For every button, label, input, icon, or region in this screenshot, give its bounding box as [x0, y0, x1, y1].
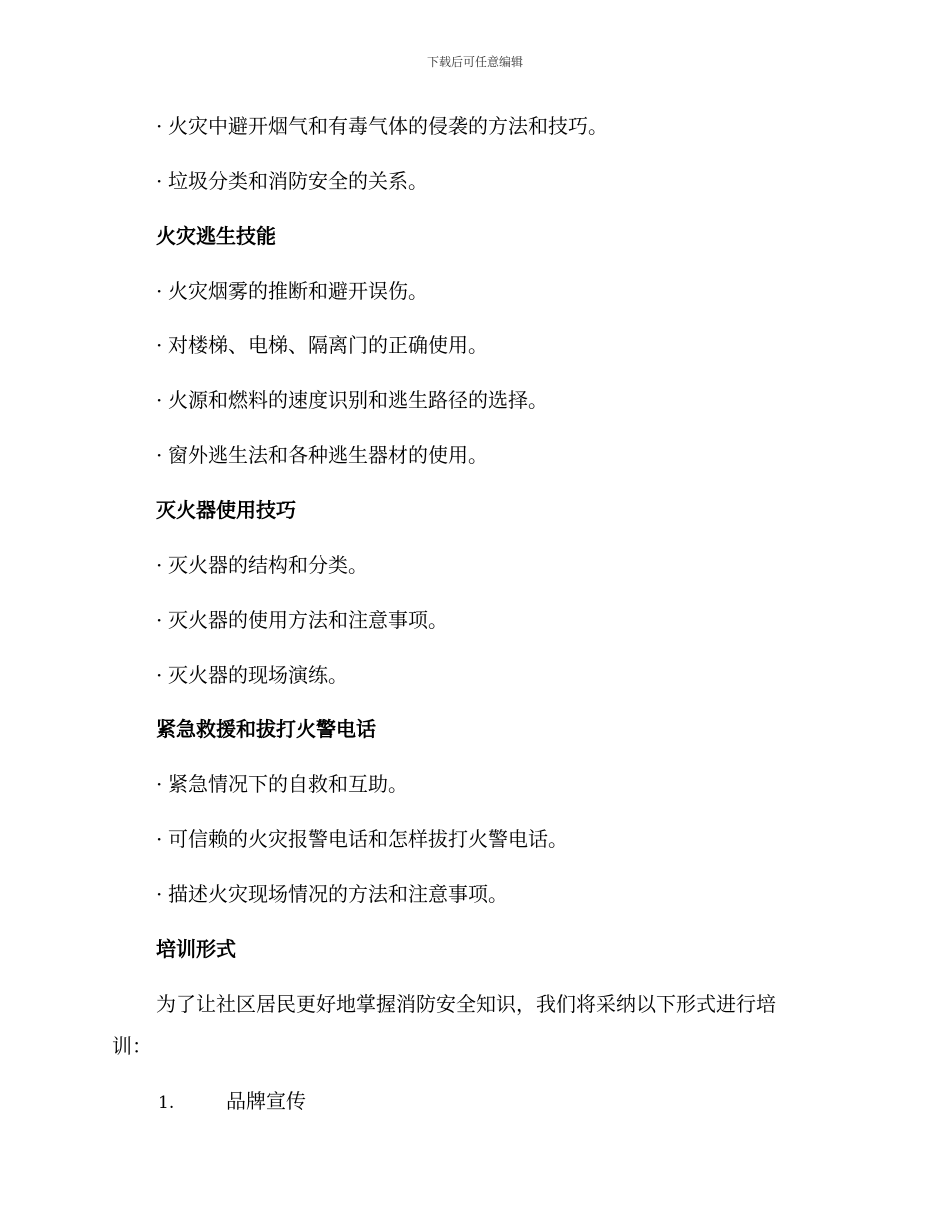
bullet-text: 窗外逃生法和各种逃生器材的使用。 [168, 443, 488, 467]
bullet-text: 火灾中避开烟气和有毒气体的侵袭的方法和技巧。 [168, 114, 608, 138]
bullet-mark: · [156, 169, 163, 193]
bullet-mark: · [156, 663, 163, 687]
list-number: 1. [158, 1093, 175, 1113]
section-heading: 灭火器使用技巧 [156, 498, 296, 522]
bullet-mark: · [156, 279, 163, 303]
bullet-mark: · [156, 114, 163, 138]
bullet-mark: · [156, 772, 163, 796]
section-heading: 培训形式 [156, 937, 236, 961]
bullet-item [156, 551, 368, 579]
bullet-mark: · [156, 443, 163, 467]
bullet-item [156, 277, 428, 305]
bullet-item [156, 167, 428, 195]
bullet-mark: · [156, 827, 163, 851]
bullet-text: 对楼梯、电梯、隔离门的正确使用。 [168, 333, 488, 357]
bullet-text: 描述火灾现场情况的方法和注意事项。 [168, 882, 508, 906]
bullet-text: 火灾烟雾的推断和避开误伤。 [168, 279, 428, 303]
bullet-mark: · [156, 388, 163, 412]
bullet-mark: · [156, 333, 163, 357]
bullet-item [156, 386, 548, 414]
bullet-item [156, 112, 608, 140]
bullet-text: 垃圾分类和消防安全的关系。 [168, 169, 428, 193]
bullet-item [156, 331, 488, 359]
bullet-mark: · [156, 608, 163, 632]
bullet-mark: · [156, 882, 163, 906]
paragraph-first-line: 为了让社区居民更好地掌握消防安全知识，我们将采纳以下形式进行培 [156, 992, 776, 1016]
bullet-item [156, 880, 508, 908]
numbered-item-text: 品牌宣传 [226, 1089, 306, 1113]
bullet-item [156, 661, 348, 689]
page-header-note: 下载后可任意编辑 [426, 55, 523, 69]
bullet-item [156, 441, 488, 469]
bullet-item [156, 825, 568, 853]
section-heading: 火灾逃生技能 [156, 224, 276, 248]
bullet-mark: · [156, 553, 163, 577]
bullet-text: 灭火器的结构和分类。 [168, 553, 368, 577]
bullet-item [156, 770, 408, 798]
bullet-text: 灭火器的使用方法和注意事项。 [168, 608, 448, 632]
bullet-text: 紧急情况下的自救和互助。 [168, 772, 408, 796]
bullet-text: 火源和燃料的速度识别和逃生路径的选择。 [168, 388, 548, 412]
bullet-text: 灭火器的现场演练。 [168, 663, 348, 687]
bullet-text: 可信赖的火灾报警电话和怎样拔打火警电话。 [168, 827, 568, 851]
paragraph-second-line: 训： [112, 1034, 152, 1058]
numbered-item [158, 1087, 306, 1117]
section-heading: 紧急救援和拔打火警电话 [156, 717, 376, 741]
bullet-item [156, 606, 448, 634]
